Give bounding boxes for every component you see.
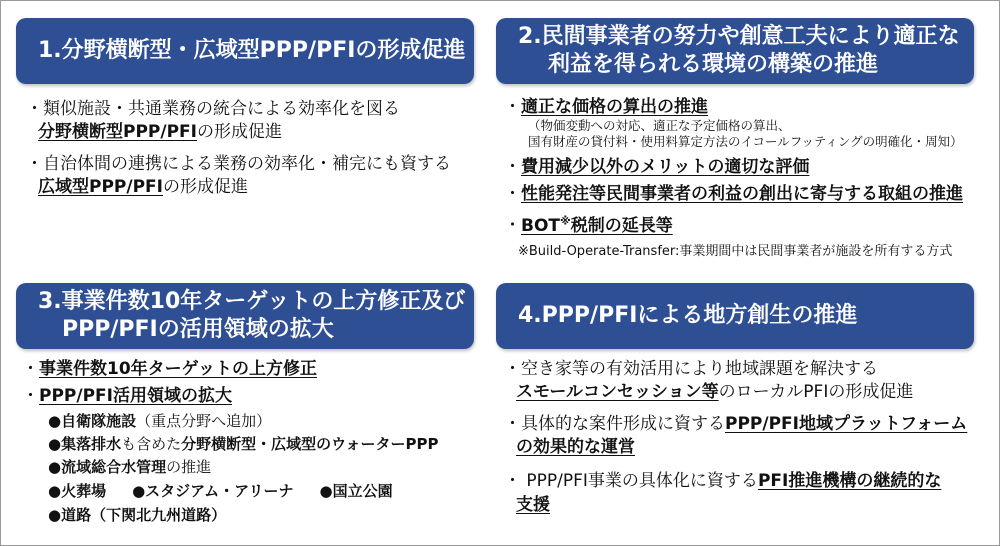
s2-item4-text-a: BOT xyxy=(521,215,561,236)
s2-note-line1: （物価変動への対応、適正な予定価格の算出、 xyxy=(528,118,791,133)
s3-sub-b xyxy=(48,434,439,454)
section4-header xyxy=(496,283,974,349)
s2-item2 xyxy=(504,156,809,178)
s2-note-line2: 国有財産の貸付料・使用料算定方法のイコールフッティングの明確化・周知） xyxy=(528,134,963,149)
s3-item2 xyxy=(22,385,232,407)
section3-header xyxy=(16,283,474,349)
s4-item2-line1 xyxy=(504,413,967,435)
s4-item3-plain: ・ PPP/PFI事業の具体化に資する xyxy=(504,471,758,491)
s4-item3-emphasis2: 支援 xyxy=(516,495,550,515)
s4-item3-line2 xyxy=(516,494,550,516)
section3-title-line1: 3.事業件数10年ターゲットの上方修正及び xyxy=(38,289,466,314)
s4-item3-line1 xyxy=(504,470,941,492)
s2-item4-bullet: ・ xyxy=(504,215,521,236)
s2-item4-sup: ※ xyxy=(560,214,571,227)
s3-sub-d1: ●火葬場 xyxy=(48,482,107,500)
s3-item1 xyxy=(22,358,317,380)
section4-title: 4.PPP/PFIによる地方創生の推進 xyxy=(518,303,858,328)
s3-sub-c-bold: ●流域総合水管理 xyxy=(48,458,167,476)
s3-sub-a-rest: （重点分野へ追加） xyxy=(136,412,272,430)
s3-sub-c xyxy=(48,457,211,477)
section1-title: 1.分野横断型・広域型PPP/PFIの形成促進 xyxy=(38,38,466,63)
s4-item2-plain: ・具体的な案件形成に資する xyxy=(504,414,725,434)
s1-item2-line2 xyxy=(38,176,248,198)
s2-item3 xyxy=(504,183,963,205)
s3-sub-e-text: ●道路（下関北九州道路） xyxy=(48,506,227,524)
s2-item3-bullet: ・ xyxy=(504,184,521,204)
s2-item1 xyxy=(504,96,708,118)
s3-sub-a xyxy=(48,411,271,431)
s2-item1-bullet: ・ xyxy=(504,97,521,117)
section3-title-line2: PPP/PFIの活用領域の拡大 xyxy=(62,317,334,342)
section1-header xyxy=(16,18,474,84)
s3-sub-d xyxy=(48,481,393,501)
section2-title-line2: 利益を得られる環境の構築の推進 xyxy=(548,52,879,77)
s4-item2-line2 xyxy=(516,436,635,458)
s2-item3-text: 性能発注等民間事業者の利益の創出に寄与する取組の推進 xyxy=(521,184,963,204)
s1-item1-line1: ・類似施設・共通業務の統合による効率化を図る xyxy=(26,99,400,119)
s2-item1-text: 適正な価格の算出の推進 xyxy=(521,97,708,117)
s4-item2-emphasis: PPP/PFI地域プラットフォーム xyxy=(725,414,968,434)
s2-item4-text-b: 税制の延長等 xyxy=(570,215,673,236)
s3-item1-text: 事業件数10年ターゲットの上方修正 xyxy=(39,359,317,379)
s2-item2-text: 費用減少以外のメリットの適切な評価 xyxy=(521,157,810,177)
section2-header xyxy=(496,18,974,84)
s3-sub-a-bold: ●自衛隊施設 xyxy=(48,412,137,430)
s4-item1-line2 xyxy=(516,381,913,403)
s4-item1-rest: のローカルPFIの形成促進 xyxy=(718,382,914,402)
s3-sub-e xyxy=(48,505,226,525)
s1-item2-rest: の形成促進 xyxy=(163,177,248,197)
s3-sub-d2: ●スタジアム・アリーナ xyxy=(132,482,294,500)
s3-sub-d3: ●国立公園 xyxy=(319,482,393,500)
s2-item2-bullet: ・ xyxy=(504,157,521,177)
s1-item1-line2 xyxy=(38,121,282,143)
s3-item2-text: PPP/PFI活用領域の拡大 xyxy=(39,386,232,406)
s2-footnote: ※Build-Operate-Transfer:事業期間中は民間事業者が施設を所有する方式 xyxy=(518,244,953,259)
section2-title-line1: 2.民間事業者の努力や創意工夫により適正な xyxy=(518,24,960,49)
s3-item2-bullet: ・ xyxy=(22,386,39,406)
s1-item2-line1: ・自治体間の連携による業務の効率化・補完にも資する xyxy=(26,154,451,174)
s1-item2-emphasis: 広域型PPP/PFI xyxy=(38,177,163,197)
s3-sub-c-rest: の推進 xyxy=(166,458,212,476)
s4-item1-emphasis: スモールコンセッション等 xyxy=(516,382,719,402)
s2-item4-text xyxy=(521,216,673,236)
s2-item4 xyxy=(504,210,673,237)
s4-item1-line1: ・空き家等の有効活用により地域課題を解決する xyxy=(504,359,878,379)
s4-item3-emphasis: PFI推進機構の継続的な xyxy=(757,471,942,491)
s3-item1-bullet: ・ xyxy=(22,359,39,379)
s3-sub-b-bold1: ●集落排水 xyxy=(48,435,122,453)
s1-item1-rest: の形成促進 xyxy=(197,122,282,142)
s3-sub-b-rest: も含めた xyxy=(121,435,182,453)
s3-sub-b-bold2: 分野横断型・広域型のウォーターPPP xyxy=(181,435,439,453)
s1-item1-emphasis: 分野横断型PPP/PFI xyxy=(38,122,197,142)
s4-item2-emphasis2: の効果的な運営 xyxy=(516,437,635,457)
